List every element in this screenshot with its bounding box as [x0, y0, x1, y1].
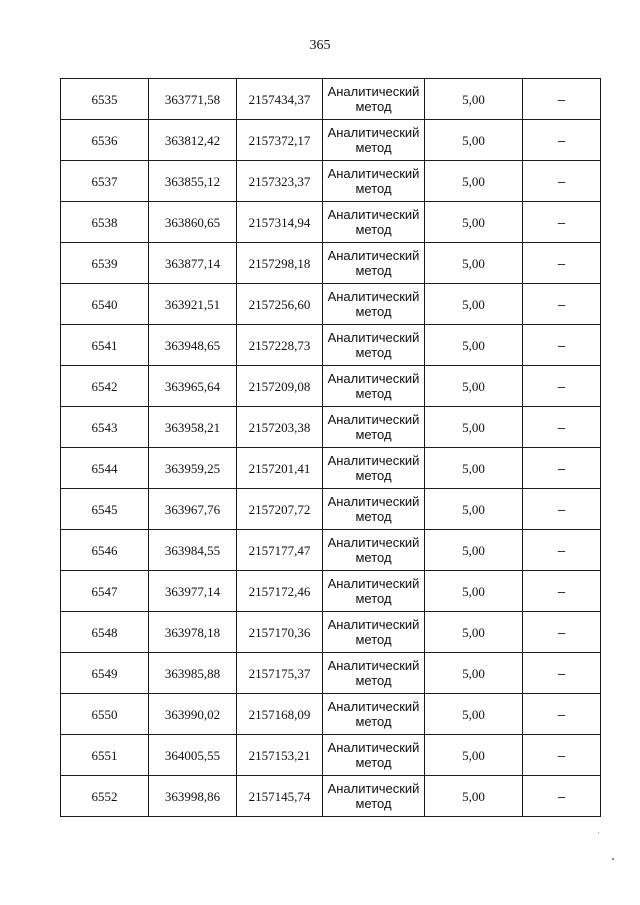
error-cell: 5,00 — [425, 776, 523, 817]
method-line-2: метод — [355, 304, 392, 319]
method-line-1: Аналитический — [327, 330, 420, 345]
method-line-1: Аналитический — [327, 248, 420, 263]
method-cell — [323, 120, 425, 161]
method-cell — [323, 284, 425, 325]
point-number-cell: 6538 — [61, 202, 149, 243]
note-cell: – — [523, 120, 601, 161]
table-row — [61, 325, 601, 366]
x-coordinate-cell: 363855,12 — [149, 161, 237, 202]
x-coordinate-cell: 363921,51 — [149, 284, 237, 325]
table-row — [61, 571, 601, 612]
table-row — [61, 694, 601, 735]
method-line-2: метод — [355, 345, 392, 360]
method-line-2: метод — [355, 755, 392, 770]
table-row — [61, 120, 601, 161]
note-cell: – — [523, 79, 601, 120]
point-number-cell: 6552 — [61, 776, 149, 817]
method-cell — [323, 79, 425, 120]
table-row — [61, 776, 601, 817]
method-cell — [323, 407, 425, 448]
note-cell: – — [523, 530, 601, 571]
point-number-cell: 6551 — [61, 735, 149, 776]
x-coordinate-cell: 363978,18 — [149, 612, 237, 653]
method-line-2: метод — [355, 222, 392, 237]
method-line-2: метод — [355, 427, 392, 442]
y-coordinate-cell: 2157209,08 — [237, 366, 323, 407]
method-line-1: Аналитический — [327, 207, 420, 222]
point-number-cell: 6537 — [61, 161, 149, 202]
point-number-cell: 6547 — [61, 571, 149, 612]
x-coordinate-cell: 363967,76 — [149, 489, 237, 530]
method-line-2: метод — [355, 673, 392, 688]
error-cell: 5,00 — [425, 161, 523, 202]
method-cell — [323, 530, 425, 571]
error-cell: 5,00 — [425, 694, 523, 735]
method-line-1: Аналитический — [327, 494, 420, 509]
note-cell: – — [523, 489, 601, 530]
error-cell: 5,00 — [425, 366, 523, 407]
method-line-2: метод — [355, 796, 392, 811]
note-cell: – — [523, 776, 601, 817]
table-row — [61, 79, 601, 120]
method-line-2: метод — [355, 386, 392, 401]
method-line-1: Аналитический — [327, 166, 420, 181]
method-line-2: метод — [355, 591, 392, 606]
method-cell — [323, 571, 425, 612]
y-coordinate-cell: 2157177,47 — [237, 530, 323, 571]
method-line-1: Аналитический — [327, 125, 420, 140]
y-coordinate-cell: 2157175,37 — [237, 653, 323, 694]
method-line-2: метод — [355, 468, 392, 483]
table-row — [61, 653, 601, 694]
note-cell: – — [523, 612, 601, 653]
x-coordinate-cell: 363990,02 — [149, 694, 237, 735]
method-line-1: Аналитический — [327, 781, 420, 796]
method-line-2: метод — [355, 140, 392, 155]
x-coordinate-cell: 363877,14 — [149, 243, 237, 284]
note-cell: – — [523, 284, 601, 325]
method-line-1: Аналитический — [327, 84, 420, 99]
table-row — [61, 489, 601, 530]
note-cell: – — [523, 407, 601, 448]
x-coordinate-cell: 363977,14 — [149, 571, 237, 612]
method-line-1: Аналитический — [327, 453, 420, 468]
table-row — [61, 448, 601, 489]
x-coordinate-cell: 363812,42 — [149, 120, 237, 161]
table-row — [61, 161, 601, 202]
x-coordinate-cell: 363860,65 — [149, 202, 237, 243]
method-line-1: Аналитический — [327, 699, 420, 714]
error-cell: 5,00 — [425, 407, 523, 448]
error-cell: 5,00 — [425, 120, 523, 161]
point-number-cell: 6549 — [61, 653, 149, 694]
point-number-cell: 6544 — [61, 448, 149, 489]
error-cell: 5,00 — [425, 202, 523, 243]
table-row — [61, 612, 601, 653]
scan-speck — [612, 858, 614, 860]
method-line-2: метод — [355, 714, 392, 729]
point-number-cell: 6540 — [61, 284, 149, 325]
y-coordinate-cell: 2157207,72 — [237, 489, 323, 530]
error-cell: 5,00 — [425, 530, 523, 571]
method-cell — [323, 653, 425, 694]
point-number-cell: 6541 — [61, 325, 149, 366]
point-number-cell: 6535 — [61, 79, 149, 120]
table-row — [61, 366, 601, 407]
error-cell: 5,00 — [425, 325, 523, 366]
error-cell: 5,00 — [425, 612, 523, 653]
y-coordinate-cell: 2157170,36 — [237, 612, 323, 653]
x-coordinate-cell: 363771,58 — [149, 79, 237, 120]
x-coordinate-cell: 363984,55 — [149, 530, 237, 571]
y-coordinate-cell: 2157228,73 — [237, 325, 323, 366]
error-cell: 5,00 — [425, 284, 523, 325]
y-coordinate-cell: 2157256,60 — [237, 284, 323, 325]
method-line-1: Аналитический — [327, 617, 420, 632]
method-cell — [323, 612, 425, 653]
method-cell — [323, 489, 425, 530]
error-cell: 5,00 — [425, 489, 523, 530]
y-coordinate-cell: 2157145,74 — [237, 776, 323, 817]
x-coordinate-cell: 363985,88 — [149, 653, 237, 694]
x-coordinate-cell: 363998,86 — [149, 776, 237, 817]
method-line-1: Аналитический — [327, 535, 420, 550]
method-line-2: метод — [355, 550, 392, 565]
y-coordinate-cell: 2157153,21 — [237, 735, 323, 776]
method-cell — [323, 694, 425, 735]
point-number-cell: 6548 — [61, 612, 149, 653]
method-line-2: метод — [355, 509, 392, 524]
y-coordinate-cell: 2157172,46 — [237, 571, 323, 612]
error-cell: 5,00 — [425, 571, 523, 612]
y-coordinate-cell: 2157168,09 — [237, 694, 323, 735]
table-row — [61, 284, 601, 325]
method-line-2: метод — [355, 263, 392, 278]
method-line-1: Аналитический — [327, 658, 420, 673]
x-coordinate-cell: 363959,25 — [149, 448, 237, 489]
point-number-cell: 6536 — [61, 120, 149, 161]
method-line-1: Аналитический — [327, 289, 420, 304]
table-row — [61, 243, 601, 284]
x-coordinate-cell: 363948,65 — [149, 325, 237, 366]
x-coordinate-cell: 363965,64 — [149, 366, 237, 407]
method-cell — [323, 243, 425, 284]
method-line-1: Аналитический — [327, 576, 420, 591]
y-coordinate-cell: 2157434,37 — [237, 79, 323, 120]
scan-speck — [598, 832, 599, 833]
note-cell: – — [523, 694, 601, 735]
note-cell: – — [523, 161, 601, 202]
note-cell: – — [523, 202, 601, 243]
point-number-cell: 6545 — [61, 489, 149, 530]
x-coordinate-cell: 363958,21 — [149, 407, 237, 448]
error-cell: 5,00 — [425, 735, 523, 776]
table-row — [61, 202, 601, 243]
note-cell: – — [523, 448, 601, 489]
table-row — [61, 407, 601, 448]
method-cell — [323, 366, 425, 407]
method-line-2: метод — [355, 99, 392, 114]
y-coordinate-cell: 2157314,94 — [237, 202, 323, 243]
error-cell: 5,00 — [425, 79, 523, 120]
method-cell — [323, 202, 425, 243]
y-coordinate-cell: 2157298,18 — [237, 243, 323, 284]
note-cell: – — [523, 243, 601, 284]
x-coordinate-cell: 364005,55 — [149, 735, 237, 776]
method-line-1: Аналитический — [327, 740, 420, 755]
table-row — [61, 530, 601, 571]
coordinates-table — [60, 78, 601, 817]
error-cell: 5,00 — [425, 653, 523, 694]
point-number-cell: 6543 — [61, 407, 149, 448]
method-cell — [323, 776, 425, 817]
point-number-cell: 6542 — [61, 366, 149, 407]
method-line-1: Аналитический — [327, 371, 420, 386]
method-line-2: метод — [355, 181, 392, 196]
note-cell: – — [523, 653, 601, 694]
y-coordinate-cell: 2157323,37 — [237, 161, 323, 202]
error-cell: 5,00 — [425, 243, 523, 284]
y-coordinate-cell: 2157372,17 — [237, 120, 323, 161]
method-cell — [323, 448, 425, 489]
method-line-2: метод — [355, 632, 392, 647]
method-cell — [323, 325, 425, 366]
point-number-cell: 6546 — [61, 530, 149, 571]
y-coordinate-cell: 2157203,38 — [237, 407, 323, 448]
note-cell: – — [523, 571, 601, 612]
note-cell: – — [523, 325, 601, 366]
point-number-cell: 6539 — [61, 243, 149, 284]
method-cell — [323, 161, 425, 202]
error-cell: 5,00 — [425, 448, 523, 489]
page-number: 365 — [309, 38, 331, 53]
point-number-cell: 6550 — [61, 694, 149, 735]
table-row — [61, 735, 601, 776]
method-cell — [323, 735, 425, 776]
method-line-1: Аналитический — [327, 412, 420, 427]
note-cell: – — [523, 366, 601, 407]
y-coordinate-cell: 2157201,41 — [237, 448, 323, 489]
coordinates-table-body — [61, 79, 601, 817]
note-cell: – — [523, 735, 601, 776]
